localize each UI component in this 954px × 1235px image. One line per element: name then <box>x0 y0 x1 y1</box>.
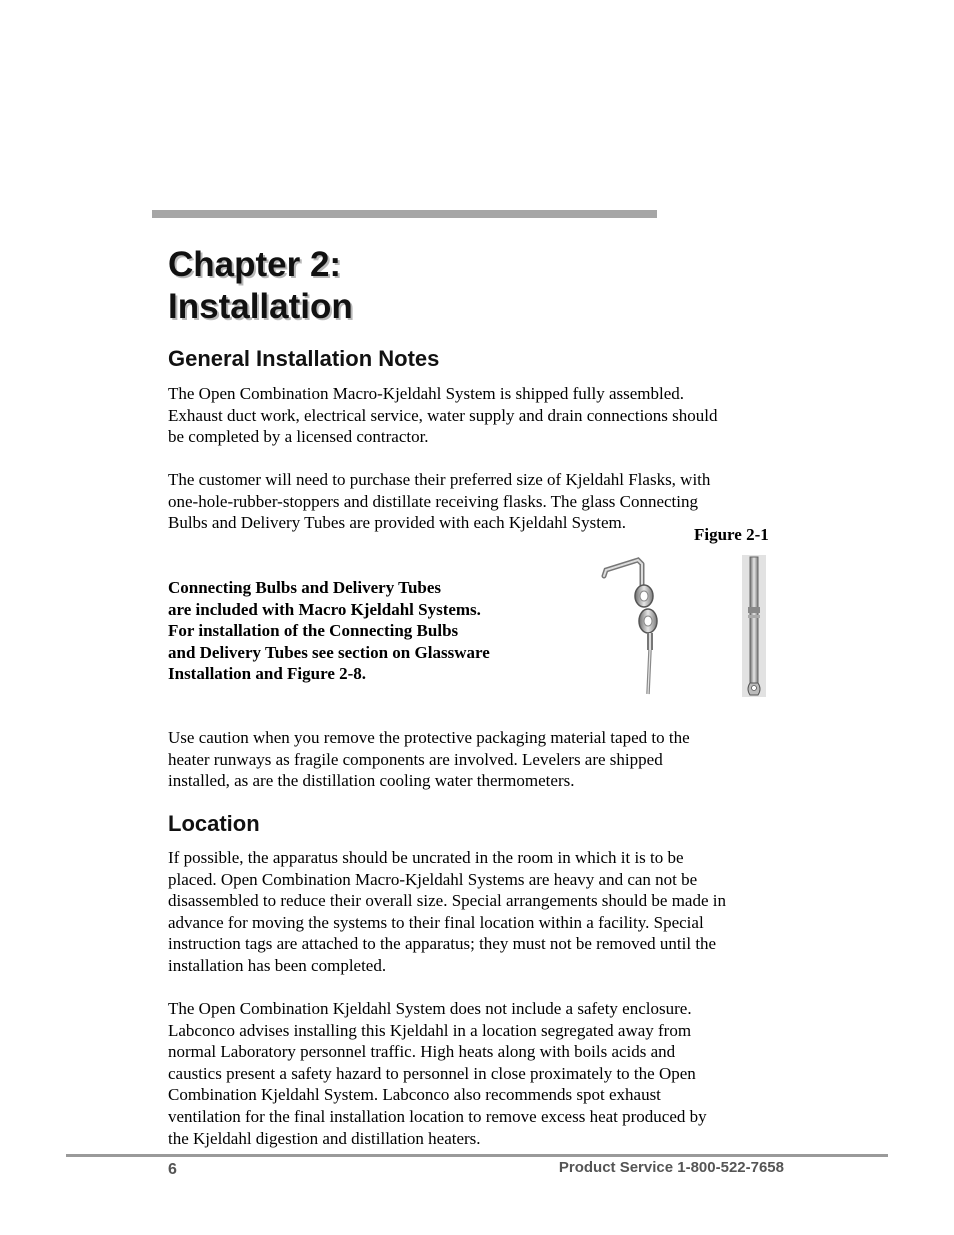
section-heading-general: General Installation Notes <box>168 346 440 371</box>
delivery-tube-image <box>740 555 768 697</box>
text-line: For installation of the Connecting Bulbs <box>168 621 459 641</box>
glassware-note <box>168 577 568 685</box>
page-number: 6 <box>168 1161 177 1178</box>
chapter-title <box>168 244 353 328</box>
text-line: are included with Macro Kjeldahl Systems. <box>168 599 481 619</box>
text-line: If possible, the apparatus should be uncrated in the room in which it is to be <box>168 848 684 867</box>
text-line: ventilation for the final installation location to remove excess heat produced by <box>168 1106 707 1126</box>
text-line: one-hole-rubber-stoppers and distillate receiving flasks. The glass Connecting <box>168 491 698 511</box>
text-line: instruction tags are attached to the apparatus; they must not be removed until the <box>168 934 717 954</box>
figure-label: Figure 2-1 <box>694 525 769 544</box>
text-line: advance for moving the systems to their final location within a facility. Special <box>168 912 704 932</box>
chapter-title-line2: Installation <box>168 287 353 326</box>
footer-product-service: Product Service 1-800-522-7658 <box>558 1159 784 1176</box>
text-line: Use caution when you remove the protective packaging material taped to the <box>168 728 690 747</box>
text-line: Combination Kjeldahl System. Labconco also recommends spot exhaust <box>168 1085 661 1105</box>
text-line: the Kjeldahl digestion and distillation heaters. <box>168 1128 481 1148</box>
chapter-title-line1: Chapter 2: <box>168 245 342 284</box>
text-line: Connecting Bulbs and Delivery Tubes <box>168 578 442 597</box>
text-line: Exhaust duct work, electrical service, water supply and drain connections should <box>168 405 718 425</box>
text-line: caustics present a safety hazard to personnel in close proximately to the Open <box>168 1063 696 1083</box>
text-line: The Open Combination Kjeldahl System does not include a safety enclosure. <box>168 999 692 1018</box>
text-line: installation has been completed. <box>168 955 387 975</box>
text-line: heater runways as fragile components are involved. Levelers are shipped <box>168 749 663 769</box>
text-line: The customer will need to purchase their preferred size of Kjeldahl Flasks, with <box>168 470 711 489</box>
text-line: normal Laboratory personnel traffic. High heats along with boils acids and <box>168 1042 676 1062</box>
location-paragraph-2 <box>168 998 788 1149</box>
connecting-bulb-image <box>598 556 666 698</box>
location-paragraph-1 <box>168 847 788 977</box>
footer-rule <box>66 1154 888 1157</box>
text-line: Labconco advises installing this Kjeldahl in a location segregated away from <box>168 1020 692 1040</box>
text-line: The Open Combination Macro-Kjeldahl System is shipped fully assembled. <box>168 384 685 403</box>
text-line: installed, as are the distillation cooling water thermometers. <box>168 771 575 791</box>
text-line: Bulbs and Delivery Tubes are provided with each Kjeldahl System. <box>168 513 626 533</box>
section-heading-location: Location <box>168 811 260 836</box>
chapter-top-rule <box>152 210 657 218</box>
text-line: and Delivery Tubes see section on Glassware <box>168 642 490 662</box>
text-line: Installation and Figure 2-8. <box>168 664 367 684</box>
general-paragraph-3 <box>168 727 788 792</box>
text-line: disassembled to reduce their overall size. Special arrangements should be made in <box>168 891 726 911</box>
text-line: be completed by a licensed contractor. <box>168 427 429 447</box>
general-paragraph-1 <box>168 383 788 448</box>
text-line: placed. Open Combination Macro-Kjeldahl Systems are heavy and can not be <box>168 869 698 889</box>
